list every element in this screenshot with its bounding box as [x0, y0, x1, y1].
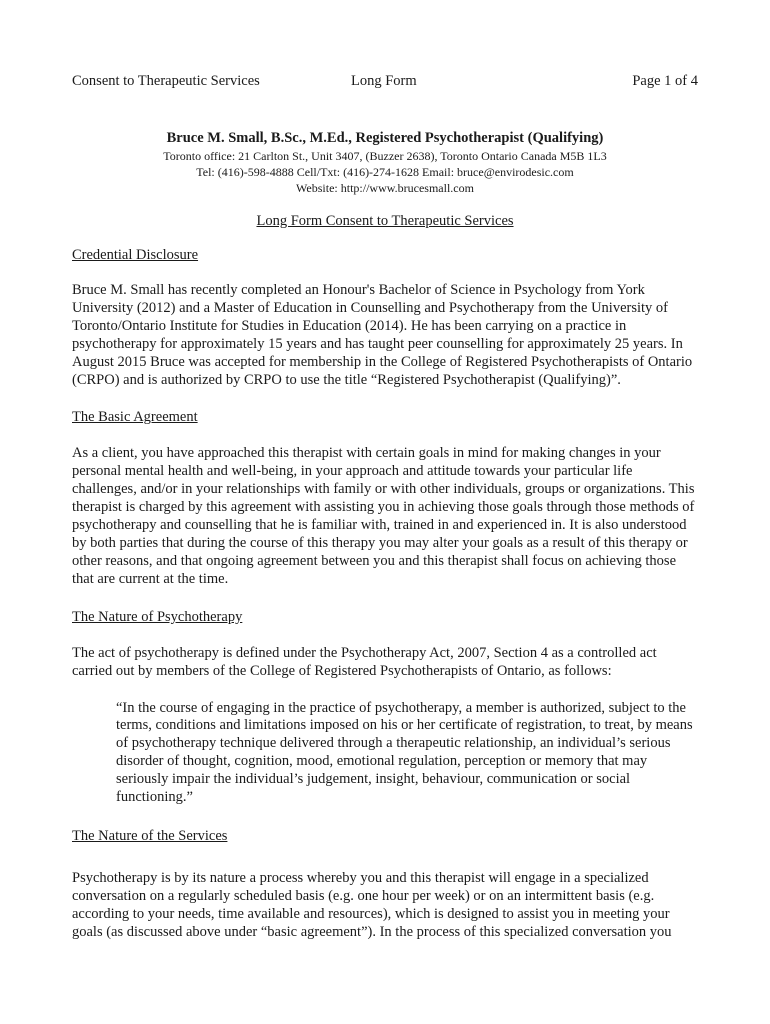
header-page-number: Page 1 of 4	[632, 73, 698, 89]
section-text-nature-of-services: Psychotherapy is by its nature a process whereby you and this therapist will engage in a specialized conversation on a regularly scheduled basis (e.g. one hour per week) or on an intermittent basis (e.g. according to your needs, time available and resources), which is designed to assist you in meeting your goals (as discussed above under “basic agreement”). In the process of this specialized conversation you	[72, 869, 672, 940]
section-heading-nature-of-services: The Nature of the Services	[72, 827, 228, 844]
letterhead-website: Website: http://www.brucesmall.com	[296, 181, 474, 195]
section-text-basic-agreement: As a client, you have approached this therapist with certain goals in mind for making changes in your personal mental health and well-being, in your approach and attitude towards your particular life challenges, and/or in your relationships with family or with other individuals, groups or organizations. This therapist is charged by this agreement with assisting you in achieving those goals through those methods of psychotherapy and counselling that he is familiar with, trained in and experienced in. It is also understood by both parties that during the course of this therapy you may alter your goals as a result of this therapy or other reasons, and that ongoing agreement between you and this therapist shall focus on achieving those that are current at the time.	[72, 445, 695, 587]
letterhead	[72, 128, 698, 196]
document-body	[72, 246, 696, 942]
header-document-name: Consent to Therapeutic Services	[72, 73, 260, 89]
letterhead-contact: Tel: (416)-598-4888 Cell/Txt: (416)-274-1628 Email: bruce@envirodesic.com	[196, 165, 574, 179]
section-heading-nature-of-psychotherapy: The Nature of Psychotherapy	[72, 608, 243, 625]
section-heading-credential-disclosure: Credential Disclosure	[72, 247, 199, 263]
letterhead-name: Bruce M. Small, B.Sc., M.Ed., Registered Psychotherapist (Qualifying)	[166, 130, 604, 146]
header-form-type: Long Form	[351, 73, 417, 89]
letterhead-address: Toronto office: 21 Carlton St., Unit 3407, (Buzzer 2638), Toronto Ontario Canada M5B 1L3	[163, 149, 607, 163]
block-quote-psychotherapy-act: “In the course of engaging in the practice of psychotherapy, a member is authorized, subject to the terms, conditions and limitations imposed on his or her certificate of registration, to treat, by means of psychotherapy technique delivered through a therapeutic relationship, an individual’s serious disorder of thought, cognition, mood, emotional regulation, perception or memory that may seriously impair the individual’s judgement, insight, behaviour, communication or social functioning.”	[116, 699, 693, 806]
section-text-nature-of-psychotherapy: The act of psychotherapy is defined under the Psychotherapy Act, 2007, Section 4 as a controlled act carried out by members of the College of Registered Psychotherapists of Ontario, as follows:	[72, 644, 657, 679]
section-heading-basic-agreement: The Basic Agreement	[72, 409, 198, 426]
document-title: Long Form Consent to Therapeutic Services	[256, 213, 514, 229]
section-text-credential-disclosure: Bruce M. Small has recently completed an Honour's Bachelor of Science in Psychology from York University (2012) and a Master of Education in Counselling and Psychotherapy from the University of Toronto/Ontario Institute for Studies in Education (2014). He has been carrying on a practice in psychotherapy for approximately 15 years and has taught peer counselling for approximately 25 years. In August 2015 Bruce was accepted for membership in the College of Registered Psychotherapists of Ontario (CRPO) and is authorized by CRPO to use the title “Registered Psychotherapist (Qualifying)”.	[72, 282, 693, 388]
running-header	[72, 73, 698, 93]
